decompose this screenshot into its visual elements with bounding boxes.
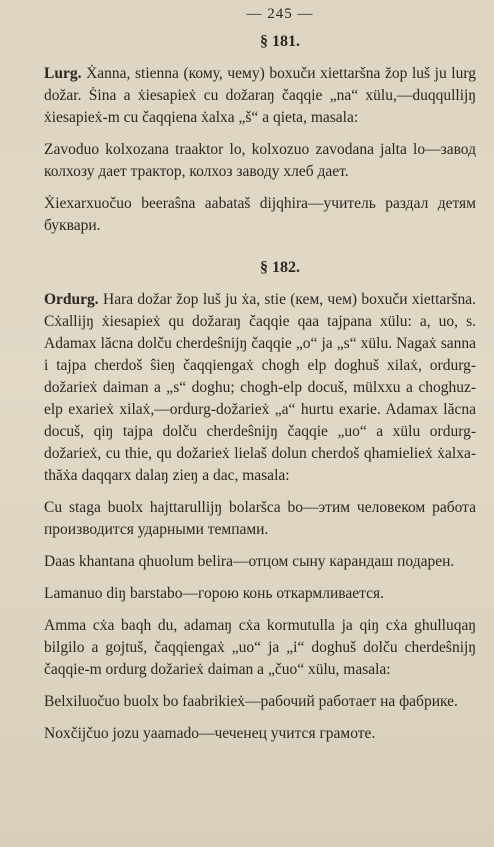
example-paragraph: Noxčijčuo jozu yaamado—чеченец учится грамоте. [44, 725, 376, 742]
rule-text-lurg: Ẋanna, stienna (кому, чему) boxučи xiettaršna žop luš ju lurg dožar. Ṡina a ẋiesapieẋ cu dožaraŋ čaqqie „na“ xülu,—duqqullijŋ ẋiesapieẋ-m cu čaqqiena ẋalxa „š“ a qieta, masala: [44, 65, 476, 126]
rule-paragraph-lurg [44, 63, 476, 129]
page-number: — 245 — [246, 6, 314, 22]
example-paragraph: Cu staga buolx hajttarullijŋ bolaršca bo—этим человеком работа производится ударными темпами. [44, 499, 476, 538]
example-paragraph: Ẋiexarxuočuo beeraŝna aabataš dijqhira—учитель раздал детям буквари. [44, 195, 476, 234]
rule-text-ordurg: Hara dožar žop luš ju ẋa, stie (кем, чем) boxučи xiettaršna. Cẋallijŋ ẋiesapieẋ qu dožaraŋ čaqqie qaa tajpana xülu: a, uo, s. Adamax lăcna dolču cherdeŝnijŋ čaqqie „o“ ja „s“ xülu. Nagaẋ sanna i tajpa cherdoš ŝieŋ čaqqiengaẋ chogh elp doghuš xilaẋ, ordurg-dožarieẋ daiman a „s“ doghu; chogh-elp docuš, mülxxu a choghuz-elp exarieẋ xilaẋ,—ordurg-dožarieẋ „a“ hurtu exarie. Adamax lăcna docuš, qiŋ tajpa dolču cherdeŝnijŋ čaqqie „uo“ a xülu ordurg-dožarieẋ, cu thie, qu dožarieẋ lielaš dolun cherdoš qhamielieẋ ẋalxa-thăẋa daqqarx dalaŋ zieŋ a dac, masala: [44, 291, 476, 484]
rule-paragraph-ordurg [44, 289, 476, 487]
example-paragraph: Belxiluočuo buolx bo faabrikieẋ—рабочий работает на фабрике. [44, 693, 458, 710]
section-header-181: § 181. [260, 33, 300, 50]
section-header-182: § 182. [260, 259, 300, 276]
rule-paragraph-2: Amma cẋa baqh du, adamaŋ cẋa kormutulla ja qiŋ cẋa ghulluqaŋ bilgilo a gojtuš, čaqqiengaẋ „uo“ ja „i“ doghuš dolču cherdeŝnijŋ čaqqie-m ordurg dožarieẋ daiman a „čuo“ xülu, masala: [44, 617, 476, 678]
example-paragraph: Zavoduo kolxozana traaktor lo, kolxozuo zavodana jalta lo—завод колхозу дает трактор, колхоз заводу хлеб дает. [44, 141, 476, 180]
example-paragraph: Daas khantana qhuolum belira—отцом сыну карандаш подарен. [44, 553, 455, 570]
rule-term-lurg: Lurg. [44, 65, 82, 82]
example-paragraph: Lamanuo diŋ barstabo—горою конь откармливается. [44, 585, 384, 602]
rule-term-ordurg: Ordurg. [44, 291, 99, 308]
